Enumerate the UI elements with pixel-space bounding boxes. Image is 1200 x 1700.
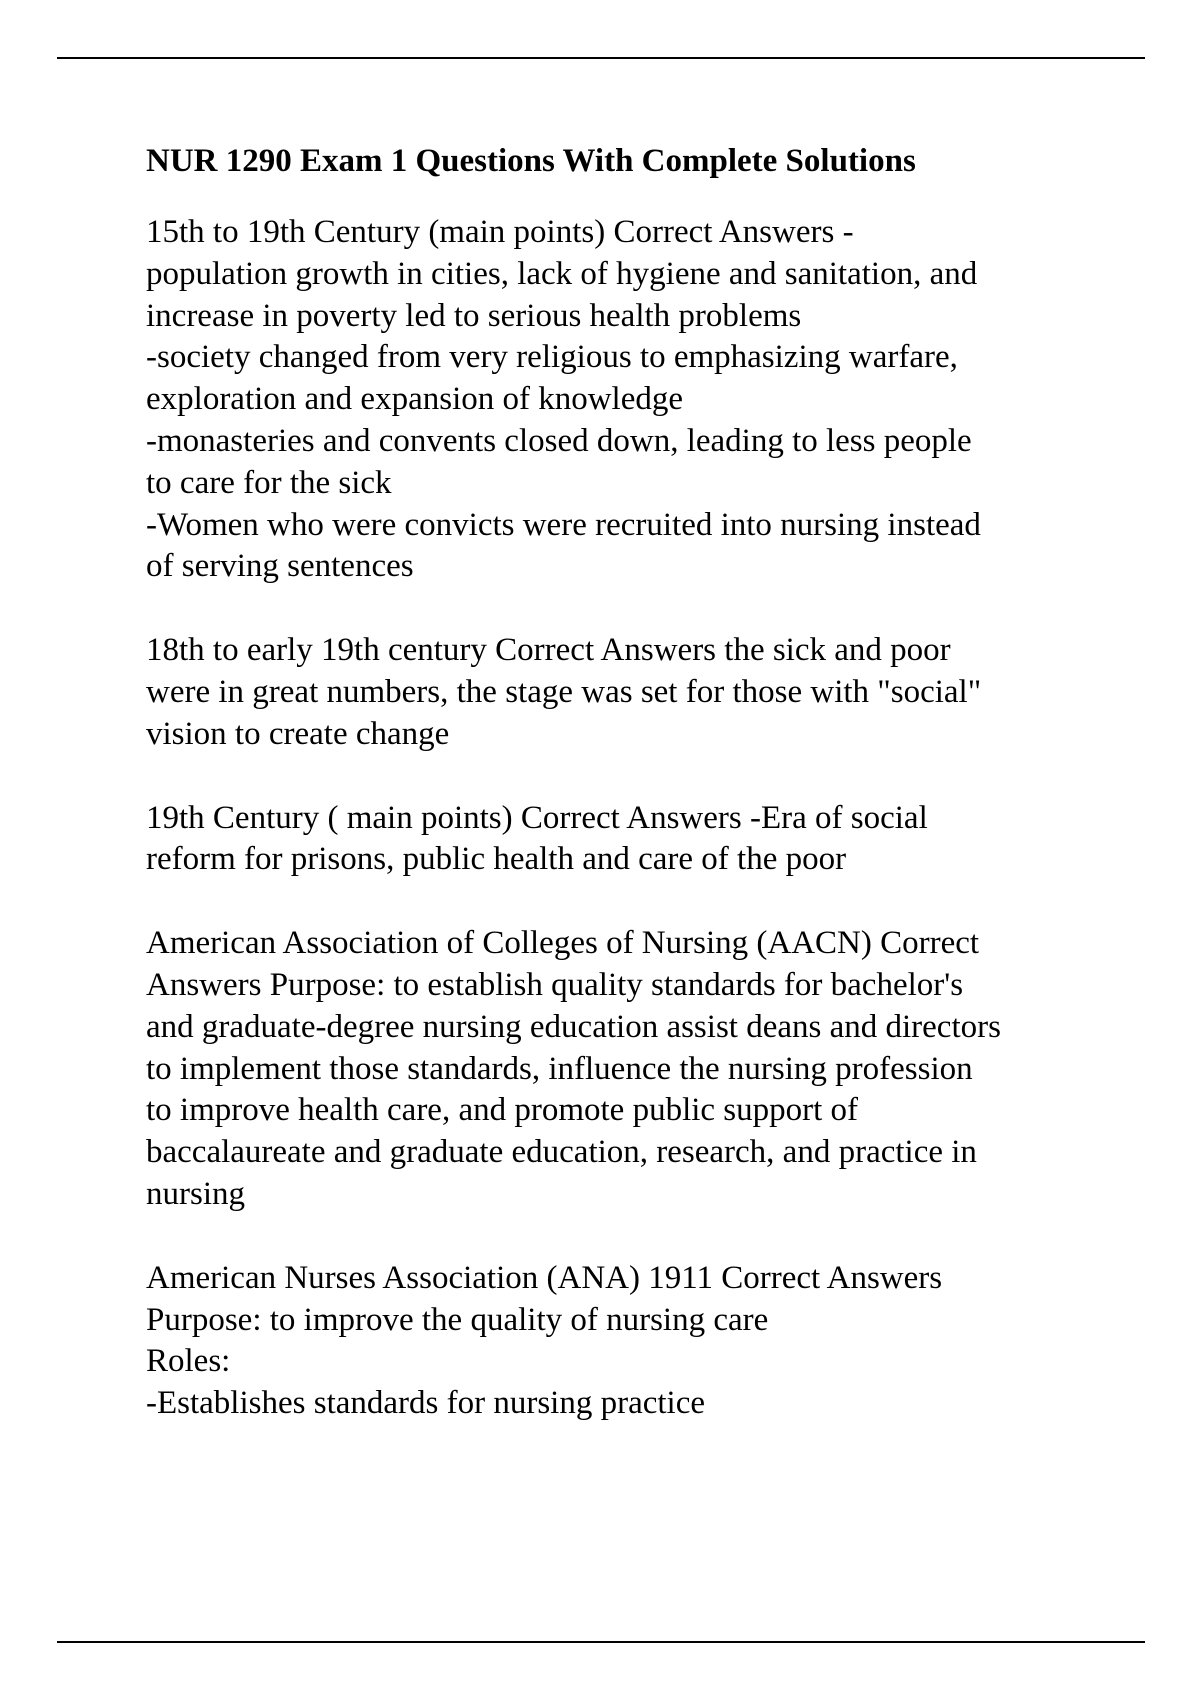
qa-entry-4: American Association of Colleges of Nursing (AACN) Correct Answers Purpose: to establish quality standards for bachelor's and graduate-degree nursing education assist deans and directors to implement those standards, influence the nursing profession to improve health care, and promote public support of baccalaureate and graduate education, research, and practice in nursing xyxy=(146,925,1001,1212)
qa-entry-2: 18th to early 19th century Correct Answers the sick and poor were in great numbers, the stage was set for those with "social" vision to create change xyxy=(146,632,982,752)
qa-entry-1: 15th to 19th Century (main points) Correct Answers - population growth in cities, lack of hygiene and sanitation, and increase in poverty led to serious health problems -society changed from very religious to emphasizing warfare, exploration and expansion of knowledge -monasteries and convents closed down, leading to less people to care for the sick -Women who were convicts were recruited into nursing instead of serving sentences xyxy=(146,214,981,585)
top-divider xyxy=(57,57,1145,59)
qa-entry-5: American Nurses Association (ANA) 1911 Correct Answers Purpose: to improve the quality of nursing care Roles: -Establishes standards for nursing practice xyxy=(146,1259,943,1422)
qa-entry-3: 19th Century ( main points) Correct Answers -Era of social reform for prisons, public health and care of the poor xyxy=(146,799,928,878)
document-body xyxy=(146,140,1106,1467)
document-title: NUR 1290 Exam 1 Questions With Complete Solutions xyxy=(146,143,916,179)
bottom-divider xyxy=(57,1641,1145,1643)
